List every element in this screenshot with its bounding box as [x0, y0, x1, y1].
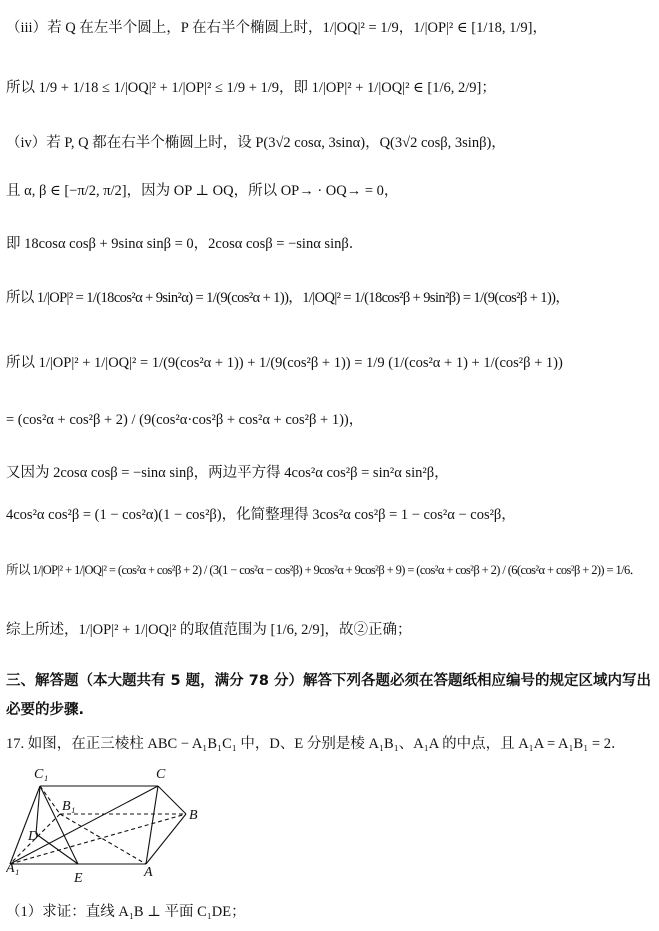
segment-a1-c: [10, 786, 158, 864]
problem-17-statement: 17. 如图，在正三棱柱 ABC − A₁B₁C₁ 中，D、E 分别是棱 A₁B₁、A₁A 的中点，且 A₁A = A₁B₁ = 2．: [6, 736, 626, 752]
segment-c1-d: [36, 786, 40, 834]
case-iii-range-line: 所以 1/9 + 1/18 ≤ 1/|OQ|² + 1/|OP|² ≤ 1/9 + 1/9，即 1/|OP|² + 1/|OQ|² ∈ [1/6, 2/9]；: [6, 80, 496, 96]
sum-simplified-line: = (cos²α + cos²β + 2) / (9(cos²α·cos²β + cos²α + cos²β + 1))，: [6, 412, 364, 428]
sum-expression-line: 所以 1/|OP|² + 1/|OQ|² = 1/(9(cos²α + 1)) + 1/(9(cos²β + 1)) = 1/9 (1/(cos²α + 1) + 1/(cos²β + 1)): [6, 355, 563, 371]
label-c: C: [156, 767, 166, 782]
edge-c-b: [158, 786, 186, 814]
label-b: B: [189, 808, 198, 823]
label-c1: C₁: [34, 767, 49, 782]
triangular-prism-figure: [6, 764, 216, 886]
section-heading: 三、解答题（本大题共有 5 题，满分 78 分）解答下列各题必须在答题纸相应编号的规定区域内写出必要的步骤.: [6, 673, 651, 718]
angle-range-line: 且 α, β ∈ [−π/2, π/2]，因为 OP ⊥ OQ，所以 OP→ · OQ→ = 0，: [6, 183, 399, 199]
segment-d-e: [36, 834, 78, 864]
label-d: D: [28, 829, 39, 844]
simplification-line: 4cos²α cos²β = (1 − cos²α)(1 − cos²β)，化简整理得 3cos²α cos²β = 1 − cos²α − cos²β，: [6, 507, 516, 523]
orthogonal-condition-line: 即 18cosα cosβ + 9sinα sinβ = 0，2cosα cosβ = −sinα sinβ．: [6, 236, 364, 252]
final-value-line: 所以 1/|OP|² + 1/|OQ|² = (cos²α + cos²β + 2) / (3(1 − cos²α − cos²β) + 9cos²α + 9cos²β + 9) = (cos²α + cos²β + 2) / (6(cos²α + cos²β + 2)) = 1/6．: [6, 563, 642, 577]
edge-c1-a1: [10, 786, 40, 864]
squaring-line: 又因为 2cosα cosβ = −sinα sinβ，两边平方得 4cos²α cos²β = sin²α sin²β，: [6, 465, 449, 481]
hidden-segment-b1-a: [60, 814, 146, 864]
label-e: E: [74, 871, 83, 886]
case-iv-line: （iv）若 P, Q 都在右半个椭圆上时，设 P(3√2 cosα, 3sinα)，Q(3√2 cosβ, 3sinβ)，: [6, 135, 506, 151]
label-a1: A₁: [6, 861, 20, 876]
conclusion-line: 综上所述，1/|OP|² + 1/|OQ|² 的取值范围为 [1/6, 2/9]，故②正确；: [6, 622, 412, 638]
hidden-edge-c1-b1: [40, 786, 60, 814]
question-1: （1）求证：直线 A₁B ⊥ 平面 C₁DE；: [6, 904, 246, 920]
case-iii-line: （iii）若 Q 在左半个圆上，P 在右半个椭圆上时，1/|OQ|² = 1/9，1/|OP|² ∈ [1/18, 1/9]，: [6, 20, 547, 36]
label-a: A: [144, 865, 153, 880]
label-b1: B₁: [62, 799, 76, 814]
segment-c1-e: [40, 786, 78, 864]
reciprocal-squares-line: 所以 1/|OP|² = 1/(18cos²α + 9sin²α) = 1/(9(cos²α + 1))，1/|OQ|² = 1/(18cos²β + 9sin²β) = 1/(9(cos²β + 1))，: [6, 290, 570, 306]
